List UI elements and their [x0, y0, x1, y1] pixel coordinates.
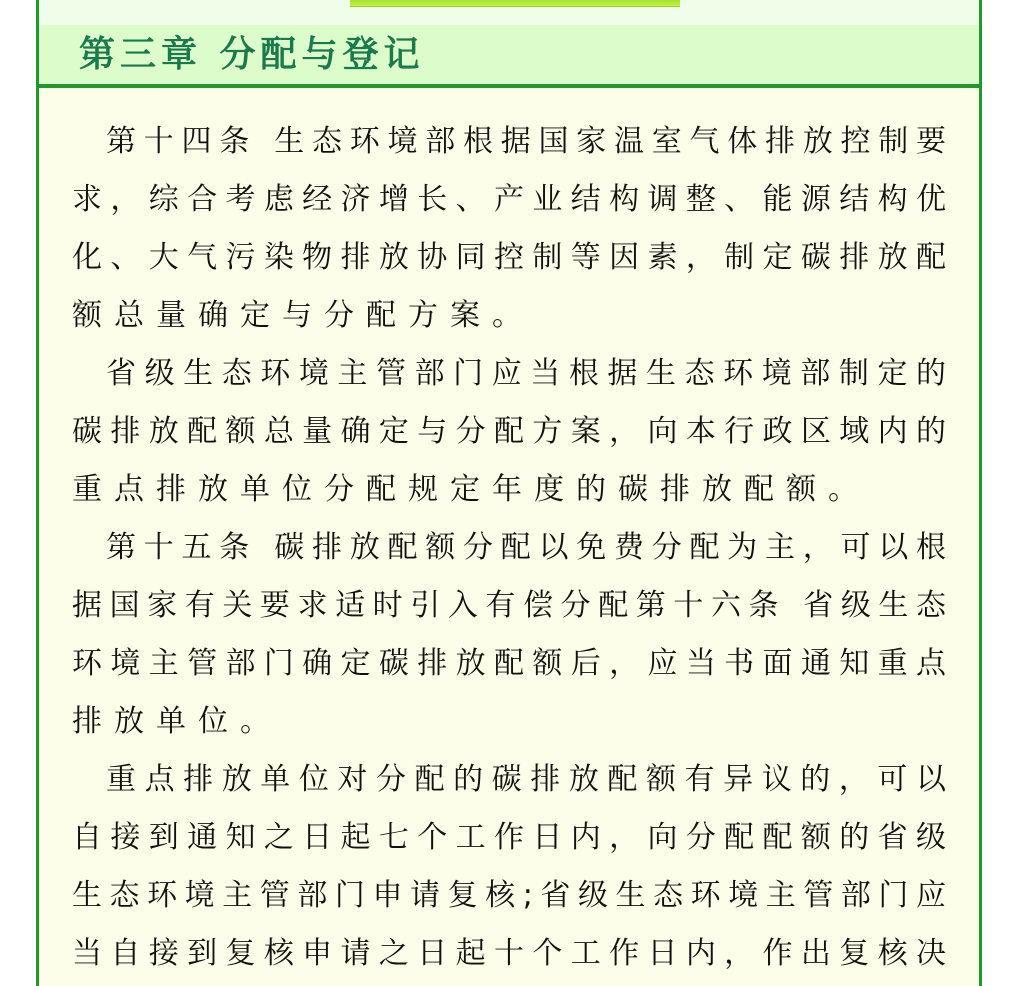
chapter-title: 第三章 分配与登记	[79, 34, 425, 75]
top-band	[39, 0, 979, 25]
paragraph-line: 省级生态环境主管部门应当根据生态环境部制定的	[106, 356, 946, 391]
chapter-header	[39, 25, 979, 88]
paragraph-line: 求，综合考虑经济增长、产业结构调整、能源结构优	[72, 182, 946, 217]
article-frame	[36, 0, 982, 986]
decorative-bar	[350, 0, 680, 7]
paragraph-line: 额总量确定与分配方案。	[72, 298, 534, 333]
paragraph-line: 排放单位。	[72, 704, 282, 739]
paragraph-line: 当自接到复核申请之日起十个工作日内，作出复核决	[72, 936, 946, 971]
paragraph-line: 第十五条 碳排放配额分配以免费分配为主，可以根	[106, 530, 946, 565]
paragraph-line: 自接到通知之日起七个工作日内，向分配配额的省级	[72, 820, 946, 855]
paragraph-line: 重点排放单位对分配的碳排放配额有异议的，可以	[106, 762, 946, 797]
paragraph-line: 据国家有关要求适时引入有偿分配第十六条 省级生态	[72, 588, 946, 623]
paragraph-line: 生态环境主管部门申请复核;省级生态环境主管部门应	[72, 878, 946, 913]
paragraph-line: 重点排放单位分配规定年度的碳排放配额。	[72, 472, 870, 507]
article-body	[39, 88, 979, 986]
paragraph-line: 环境主管部门确定碳排放配额后，应当书面通知重点	[72, 646, 946, 681]
paragraph-line: 碳排放配额总量确定与分配方案，向本行政区域内的	[72, 414, 946, 449]
paragraph-line: 化、大气污染物排放协同控制等因素，制定碳排放配	[72, 240, 946, 275]
paragraph-line: 第十四条 生态环境部根据国家温室气体排放控制要	[106, 124, 946, 159]
